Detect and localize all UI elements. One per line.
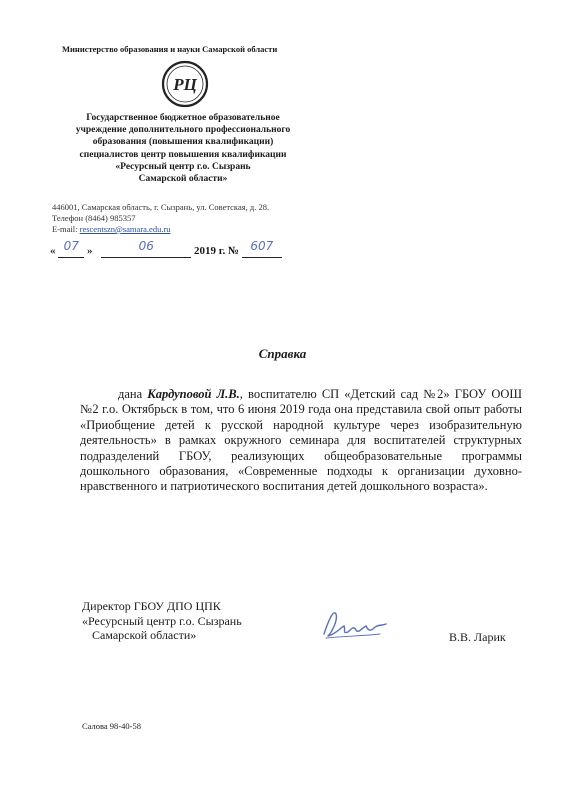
footer-contact: Салова 98-40-58 (82, 721, 141, 731)
org-line: Самарской области» (138, 174, 228, 185)
org-line: Государственное бюджетное образовательное (86, 113, 280, 123)
email-label: E-mail: (52, 224, 80, 234)
month-value: 06 (138, 239, 154, 253)
day-field (58, 239, 84, 258)
number-field (242, 239, 282, 258)
email-line (52, 224, 171, 234)
org-line: специалистов центр повышения квалификации (79, 149, 287, 160)
organization-logo (160, 59, 210, 109)
signer-title-line: Директор ГБОУ ДПО ЦПК (82, 599, 221, 613)
body-paragraph (80, 387, 522, 495)
signer-title-line: «Ресурсный центр г.о. Сызрань (82, 613, 242, 628)
phone: Телефон (8464) 985357 (52, 213, 136, 223)
year-text: 2019 г. (194, 245, 226, 257)
body-text: , воспитателю СП «Детский сад №2» ГБОУ ООШ №2 г.о. Октябрьск в том, что 6 июня 2019 года она представила свой опыт работы «Приобщение детей к русской народной культуре через изобразительную деятельность» в рамках окружного семинара для воспитателей структурных подразделений ГБОУ, реализующих общеобразовательные программы дошкольного образования, «Современные подходы к организации духовно-нравственного и патриотического воспитания детей дошкольного возраста». (80, 387, 522, 494)
document-title: Справка (258, 346, 307, 361)
document-body (80, 387, 522, 495)
logo-letters: РЦ (173, 75, 197, 94)
open-quote: « (50, 245, 56, 257)
month-field (101, 239, 191, 258)
address: 446001, Самарская область, г. Сызрань, ул. Советская, д. 28. (52, 202, 270, 212)
person-name: Кардуповой Л.В. (147, 387, 240, 401)
signer-name: В.В. Ларик (449, 630, 506, 644)
org-line: «Ресурсный центр г.о. Сызрань (115, 161, 251, 172)
org-line: образования (повышения квалификации) (92, 137, 274, 148)
close-quote: » (87, 245, 93, 257)
number-value: 607 (250, 239, 274, 253)
dateline (50, 239, 282, 258)
day-value: 07 (63, 239, 79, 253)
signer-title-line: Самарской области» (92, 628, 197, 642)
body-intro: дана (118, 387, 148, 401)
email-link[interactable]: rescentszn@samara.edu.ru (79, 224, 171, 234)
handwritten-signature (320, 606, 390, 642)
org-line: учреждение дополнительного профессионального (75, 125, 291, 136)
ministry-name: Министерство образования и науки Самарской области (62, 44, 278, 54)
organization-name (52, 112, 314, 185)
signature-block (82, 599, 242, 643)
number-sign: № (228, 245, 240, 257)
